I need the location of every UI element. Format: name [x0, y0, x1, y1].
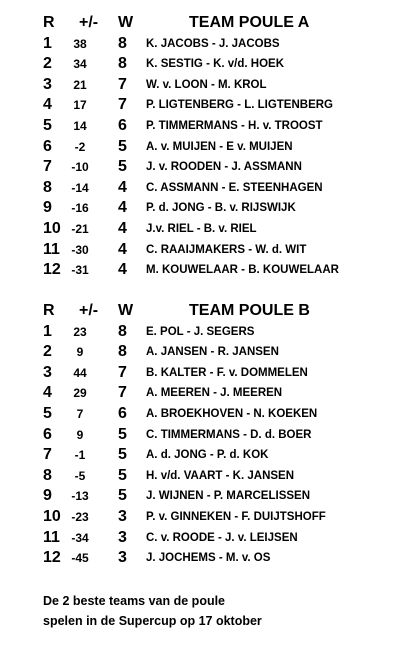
- table-row: [0, 116, 420, 137]
- rank-cell: 10: [43, 219, 61, 237]
- diff-cell: -16: [71, 201, 89, 216]
- diff-cell: -14: [71, 180, 89, 195]
- diff-cell: 9: [76, 427, 84, 442]
- rank-cell: 12: [43, 261, 61, 279]
- diff-cell: -30: [71, 242, 89, 257]
- team-names-cell: W. v. LOON - M. KROL: [146, 78, 267, 91]
- diff-cell: 17: [73, 98, 87, 113]
- team-names-cell: C. v. ROODE - J. v. LEIJSEN: [146, 531, 298, 544]
- wins-cell: 5: [118, 466, 127, 484]
- table-row: [0, 404, 420, 425]
- rank-cell: 2: [43, 343, 52, 361]
- wins-cell: 6: [118, 116, 127, 134]
- rank-cell: 10: [43, 507, 61, 525]
- wins-cell: 7: [118, 384, 127, 402]
- diff-cell: -21: [71, 221, 89, 236]
- wins-cell: 4: [118, 261, 127, 279]
- table-row: [0, 240, 420, 261]
- team-names-cell: K. JACOBS - J. JACOBS: [146, 37, 280, 50]
- team-names-cell: P. TIMMERMANS - H. v. TROOST: [146, 119, 323, 132]
- wins-cell: 5: [118, 158, 127, 176]
- rank-cell: 4: [43, 96, 52, 114]
- wins-cell: 3: [118, 507, 127, 525]
- rank-cell: 6: [43, 137, 52, 155]
- diff-cell: -2: [74, 139, 86, 154]
- rank-cell: 1: [43, 322, 52, 340]
- wins-cell: 5: [118, 425, 127, 443]
- wins-cell: 8: [118, 343, 127, 361]
- table-row: [0, 548, 420, 569]
- poule-b-header: [0, 301, 420, 322]
- wins-cell: 4: [118, 219, 127, 237]
- table-row: [0, 486, 420, 507]
- team-names-cell: J. WIJNEN - P. MARCELISSEN: [146, 490, 311, 503]
- table-row: [0, 137, 420, 158]
- team-names-cell: B. KALTER - F. v. DOMMELEN: [146, 366, 308, 379]
- diff-cell: -13: [71, 489, 89, 504]
- diff-column-header: +/-: [79, 14, 99, 31]
- rank-cell: 1: [43, 34, 52, 52]
- diff-cell: -10: [71, 160, 89, 175]
- table-row: [0, 260, 420, 281]
- table-row: [0, 95, 420, 116]
- table-row: [0, 54, 420, 75]
- diff-cell: -34: [71, 530, 89, 545]
- wins-column-header: W: [118, 302, 134, 319]
- rank-cell: 3: [43, 363, 52, 381]
- rank-column-header: R: [43, 302, 55, 319]
- rank-cell: 8: [43, 178, 52, 196]
- table-row: [0, 445, 420, 466]
- wins-cell: 4: [118, 178, 127, 196]
- table-row: [0, 425, 420, 446]
- diff-cell: -1: [74, 448, 86, 463]
- diff-column-header: +/-: [79, 302, 99, 319]
- diff-cell: 23: [73, 324, 87, 339]
- diff-cell: 14: [73, 118, 87, 133]
- poule-a-title: TEAM POULE A: [189, 14, 310, 31]
- rank-cell: 3: [43, 75, 52, 93]
- team-names-cell: E. POL - J. SEGERS: [146, 325, 255, 338]
- table-row: [0, 322, 420, 343]
- rank-cell: 11: [43, 528, 60, 546]
- table-row: [0, 219, 420, 240]
- table-row: [0, 75, 420, 96]
- wins-cell: 5: [118, 446, 127, 464]
- team-names-cell: K. SESTIG - K. v/d. HOEK: [146, 58, 285, 71]
- team-names-cell: J. JOCHEMS - M. v. OS: [146, 552, 271, 565]
- rank-cell: 5: [43, 116, 52, 134]
- table-row: [0, 507, 420, 528]
- rank-cell: 5: [43, 404, 52, 422]
- table-row: [0, 34, 420, 55]
- diff-cell: 21: [73, 77, 87, 92]
- team-names-cell: M. KOUWELAAR - B. KOUWELAAR: [146, 264, 339, 277]
- team-names-cell: P. v. GINNEKEN - F. DUIJTSHOFF: [146, 510, 326, 523]
- poule-a-header: [0, 13, 420, 34]
- team-names-cell: A. v. MUIJEN - E v. MUIJEN: [146, 140, 293, 153]
- rank-cell: 4: [43, 384, 52, 402]
- poule-a-rows: [0, 34, 420, 281]
- poule-b-rows: [0, 322, 420, 569]
- rank-cell: 11: [43, 240, 60, 258]
- rank-cell: 6: [43, 425, 52, 443]
- team-names-cell: P. LIGTENBERG - L. LIGTENBERG: [146, 99, 333, 112]
- diff-cell: -31: [71, 263, 89, 278]
- team-names-cell: A. JANSEN - R. JANSEN: [146, 346, 279, 359]
- table-row: [0, 528, 420, 549]
- team-names-cell: J.v. RIEL - B. v. RIEL: [146, 222, 257, 235]
- team-names-cell: J. v. ROODEN - J. ASSMANN: [146, 161, 302, 174]
- team-names-cell: C. TIMMERMANS - D. d. BOER: [146, 428, 312, 441]
- team-names-cell: C. ASSMANN - E. STEENHAGEN: [146, 181, 323, 194]
- diff-cell: 34: [73, 57, 87, 72]
- table-row: [0, 178, 420, 199]
- table-row: [0, 363, 420, 384]
- rank-column-header: R: [43, 14, 55, 31]
- rank-cell: 7: [43, 446, 52, 464]
- rank-cell: 7: [43, 158, 52, 176]
- diff-cell: -45: [71, 551, 89, 566]
- rank-cell: 9: [43, 199, 52, 217]
- table-row: [0, 198, 420, 219]
- diff-cell: 44: [73, 365, 87, 380]
- diff-cell: 7: [76, 406, 84, 421]
- poule-a-table: [0, 13, 420, 281]
- rank-cell: 9: [43, 487, 52, 505]
- wins-cell: 8: [118, 322, 127, 340]
- footer-note: [43, 591, 262, 631]
- diff-cell: -5: [74, 468, 86, 483]
- wins-cell: 4: [118, 199, 127, 217]
- team-names-cell: C. RAAIJMAKERS - W. d. WIT: [146, 243, 307, 256]
- rank-cell: 2: [43, 55, 52, 73]
- wins-cell: 4: [118, 240, 127, 258]
- diff-cell: 38: [73, 36, 87, 51]
- rank-cell: 8: [43, 466, 52, 484]
- footer-line-2: spelen in de Supercup op 17 oktober: [43, 614, 262, 628]
- wins-cell: 5: [118, 137, 127, 155]
- poule-b-title: TEAM POULE B: [189, 302, 310, 319]
- wins-cell: 7: [118, 363, 127, 381]
- team-names-cell: A. d. JONG - P. d. KOK: [146, 449, 269, 462]
- diff-cell: 29: [73, 386, 87, 401]
- wins-cell: 6: [118, 404, 127, 422]
- wins-cell: 8: [118, 55, 127, 73]
- wins-cell: 3: [118, 549, 127, 567]
- table-row: [0, 342, 420, 363]
- footer-line-1: De 2 beste teams van de poule: [43, 594, 226, 608]
- wins-cell: 5: [118, 487, 127, 505]
- table-row: [0, 157, 420, 178]
- wins-column-header: W: [118, 14, 134, 31]
- team-names-cell: P. d. JONG - B. v. RIJSWIJK: [146, 202, 296, 215]
- rank-cell: 12: [43, 549, 61, 567]
- team-names-cell: A. MEEREN - J. MEEREN: [146, 387, 283, 400]
- wins-cell: 3: [118, 528, 127, 546]
- wins-cell: 8: [118, 34, 127, 52]
- wins-cell: 7: [118, 96, 127, 114]
- diff-cell: 9: [76, 345, 84, 360]
- table-row: [0, 466, 420, 487]
- table-row: [0, 383, 420, 404]
- team-names-cell: A. BROEKHOVEN - N. KOEKEN: [146, 407, 318, 420]
- poule-b-table: [0, 301, 420, 569]
- diff-cell: -23: [71, 509, 89, 524]
- team-names-cell: H. v/d. VAART - K. JANSEN: [146, 469, 295, 482]
- wins-cell: 7: [118, 75, 127, 93]
